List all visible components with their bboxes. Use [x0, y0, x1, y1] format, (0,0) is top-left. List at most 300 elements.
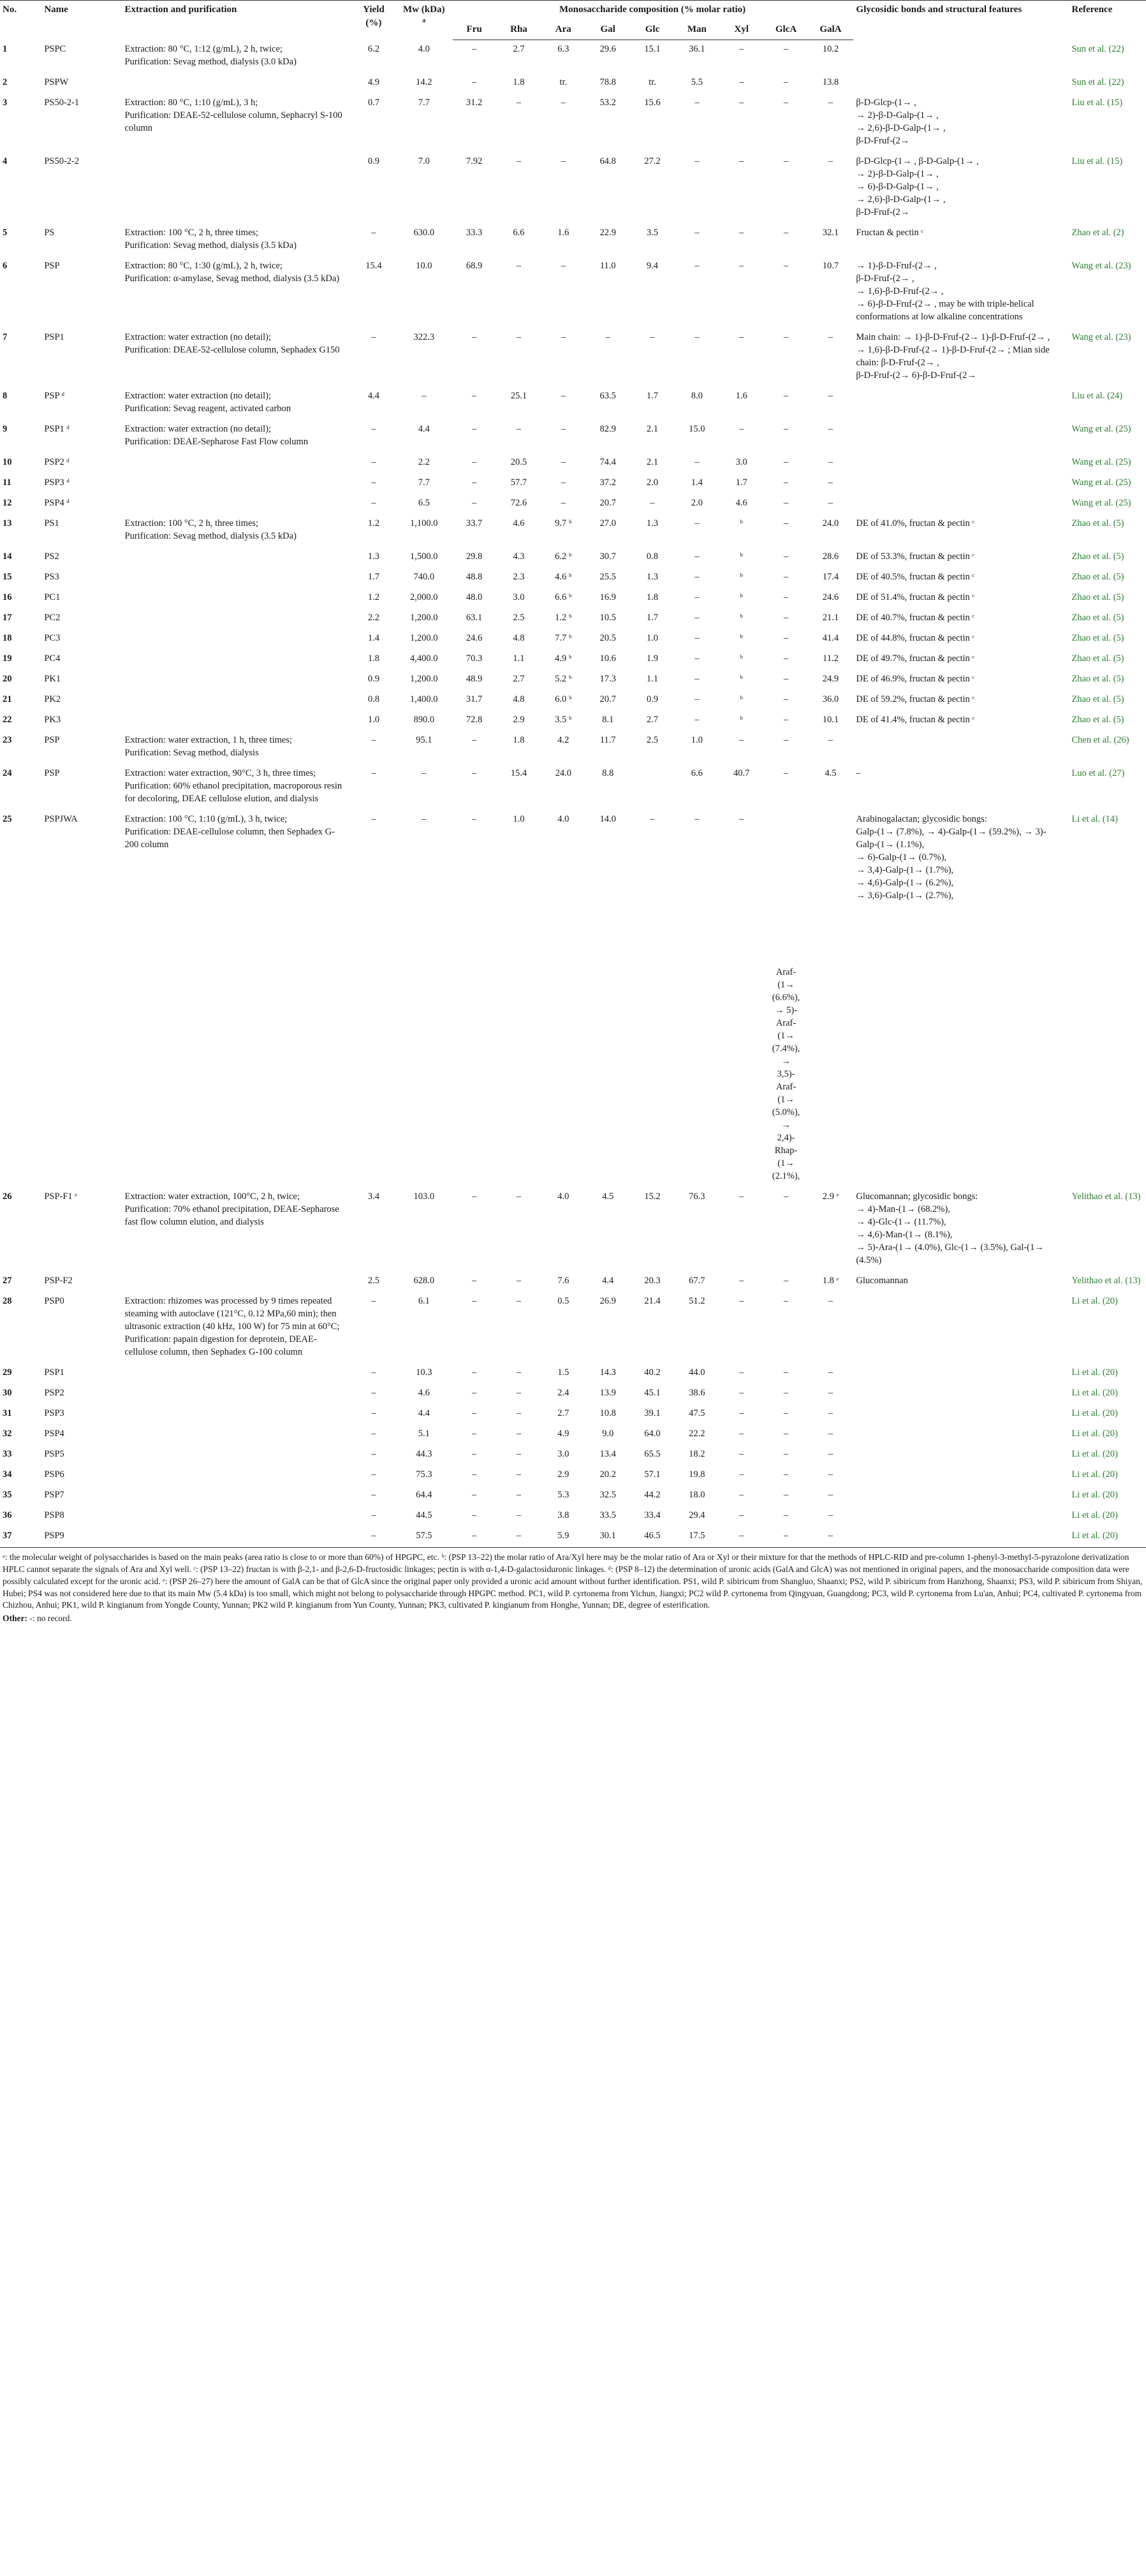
cell-gala: 2.9 ᵉ [822, 1191, 839, 1202]
cell-extraction [122, 629, 352, 650]
cell-glycosidic [853, 1486, 1069, 1506]
cell-mw: 1,200.0 [410, 632, 438, 643]
cell-reference: Zhao et al. (5) [1071, 632, 1124, 643]
cell-rha: – [516, 260, 522, 271]
cell-ara: 5.9 [541, 1527, 586, 1548]
cell-no: 7 [3, 331, 8, 342]
cell-yield: 3.4 [367, 1191, 379, 1202]
cell-reference: Wang et al. (23) [1071, 331, 1131, 342]
cell-rha: – [516, 1275, 522, 1286]
cell-gala: 10.7 [822, 260, 839, 271]
cell-rha: 4.8 [513, 694, 525, 704]
cell-gala: 32.1 [822, 227, 839, 238]
cell-mw: 890.0 [413, 714, 435, 725]
cell-mw: 95.1 [416, 734, 432, 745]
cell-no: 23 [3, 734, 12, 745]
cell-extraction: Extraction: water extraction (no detail); Purification: DEAE-52-cellulose column, Sephadex G150 [124, 331, 340, 355]
cell-gal: 29.6 [599, 44, 616, 55]
cell-glca: – [783, 44, 789, 55]
cell-xyl: – [739, 734, 744, 745]
col-header-gal: Gal [586, 20, 631, 40]
cell-mw: 2,000.0 [410, 592, 438, 602]
cell-xyl: – [739, 1428, 744, 1439]
cell-reference: Luo et al. (27) [1071, 768, 1125, 778]
cell-gal: 8.1 [602, 714, 614, 725]
cell-extraction [122, 1506, 352, 1527]
cell-gal: 4.5 [602, 1191, 614, 1202]
cell-ara: 6.3 [557, 44, 569, 55]
cell-reference: Yelithao et al. (13) [1071, 1191, 1141, 1202]
cell-glc: 1.3 [646, 571, 659, 582]
cell-man: – [694, 156, 700, 166]
col-header-monosaccharide-group: Monosaccharide composition (% molar ratio) [453, 1, 854, 20]
cell-xyl: ᵇ [740, 632, 743, 643]
table-row [0, 40, 1146, 73]
cell-glc: 2.5 [646, 734, 659, 745]
cell-rha: – [497, 1527, 542, 1548]
cell-glca: – [783, 768, 789, 778]
cell-xyl: – [739, 76, 744, 87]
cell-glca: – [783, 714, 789, 725]
cell-name: PS2 [44, 551, 59, 562]
cell-man: – [694, 518, 700, 528]
cell-no: 24 [3, 768, 12, 778]
cell-glca: – [783, 97, 789, 108]
cell-fru: – [471, 1295, 477, 1306]
table-row [0, 224, 1146, 257]
cell-rha: – [516, 1191, 522, 1202]
cell-yield: – [371, 331, 376, 342]
cell-rha: 2.7 [513, 44, 525, 55]
cell-gala: 17.4 [822, 571, 839, 582]
cell-man: – [694, 260, 700, 271]
cell-no: 10 [3, 456, 12, 467]
cell-ara: 2.9 [557, 1469, 569, 1480]
cell-yield: 0.7 [367, 97, 379, 108]
cell-glycosidic [853, 1404, 1069, 1425]
cell-extraction [122, 548, 352, 568]
cell-glycosidic [853, 731, 1069, 764]
cell-fru: 63.1 [466, 612, 483, 623]
cell-glca: – [783, 260, 789, 271]
cell-glycosidic [853, 40, 1069, 73]
cell-ara: – [561, 97, 566, 108]
cell-yield: – [371, 1387, 376, 1398]
col-header-fru: Fru [453, 20, 497, 40]
cell-gal: 14.3 [599, 1367, 616, 1378]
cell-name: PS [44, 227, 55, 238]
cell-name: PSP3 ᵈ [44, 477, 70, 488]
cell-xyl: – [720, 1527, 765, 1548]
cell-fru: – [471, 1489, 477, 1500]
cell-no: 35 [3, 1489, 12, 1500]
cell-mw: 103.0 [413, 1191, 435, 1202]
cell-reference: Liu et al. (24) [1071, 390, 1123, 401]
cell-glc: – [650, 331, 655, 342]
cell-fru: – [471, 1469, 477, 1480]
cell-glc: 27.2 [644, 156, 661, 166]
cell-xyl: – [739, 1295, 744, 1306]
cell-glca: Araf- (1→ (6.6%), → 5)- Araf- (1→ (7.4%), → 3,5)- Araf- (1→ (5.0%), → 2,4)- Rhap- (1→ (2.1%), [772, 966, 800, 1181]
cell-glc: – [650, 497, 655, 508]
cell-fru: – [471, 1275, 477, 1286]
cell-rha: 6.6 [513, 227, 525, 238]
cell-reference: Wang et al. (25) [1071, 456, 1131, 467]
cell-man: – [694, 227, 700, 238]
cell-man: – [694, 612, 700, 623]
cell-gal: 13.9 [599, 1387, 616, 1398]
cell-gal: 20.5 [599, 632, 616, 643]
cell-man: 29.4 [689, 1510, 705, 1520]
cell-glycosidic: DE of 44.8%, fructan & pectin ᶜ [856, 632, 975, 643]
cell-xyl: 40.7 [733, 768, 750, 778]
cell-man: 18.0 [689, 1489, 705, 1500]
cell-glc: 1.7 [646, 390, 659, 401]
cell-gal: 27.0 [599, 518, 616, 528]
cell-gala: 4.5 [825, 768, 837, 778]
cell-extraction [122, 609, 352, 629]
cell-yield: 1.8 [367, 653, 379, 664]
cell-name: PSPJWA [44, 813, 78, 824]
cell-man: – [694, 673, 700, 684]
cell-no: 21 [3, 694, 12, 704]
table-row [0, 764, 1146, 810]
cell-glca: – [783, 1367, 789, 1378]
cell-ara: 2.7 [557, 1408, 569, 1418]
cell-reference: Chen et al. (26) [1071, 734, 1129, 745]
cell-rha: 20.5 [510, 456, 527, 467]
cell-mw: 1,200.0 [410, 612, 438, 623]
cell-ara: – [561, 156, 566, 166]
cell-extraction: Extraction: 80 °C, 1:12 (g/mL), 2 h, twice; Purification: Sevag method, dialysis (3.0 kDa) [124, 43, 297, 67]
cell-glc: 2.7 [646, 714, 659, 725]
cell-gal: 10.6 [599, 653, 616, 664]
cell-xyl: – [739, 156, 744, 166]
cell-man: – [694, 714, 700, 725]
cell-xyl: – [739, 1408, 744, 1418]
cell-yield: – [371, 423, 376, 434]
cell-mw: 1,100.0 [410, 518, 438, 528]
cell-reference: Li et al. (20) [1071, 1387, 1118, 1398]
cell-glc: 1.3 [646, 518, 659, 528]
cell-reference: Sun et al. (22) [1071, 76, 1124, 87]
cell-glycosidic [853, 1466, 1069, 1486]
cell-fru: – [471, 813, 477, 824]
cell-yield: 0.9 [367, 673, 379, 684]
cell-extraction [122, 588, 352, 609]
cell-reference: Zhao et al. (5) [1071, 694, 1124, 704]
cell-glycosidic: – [856, 768, 861, 778]
cell-glycosidic [853, 387, 1069, 420]
cell-gala: – [828, 331, 834, 342]
cell-fru: – [471, 423, 477, 434]
cell-ara: 1.5 [557, 1367, 569, 1378]
cell-glca: – [783, 1275, 789, 1286]
cell-glca: – [783, 156, 789, 166]
cell-mw: 10.0 [416, 260, 432, 271]
cell-reference: Zhao et al. (5) [1071, 571, 1124, 582]
cell-gal: 11.0 [599, 260, 616, 271]
cell-ara: 5.3 [557, 1489, 569, 1500]
cell-gal: 53.2 [599, 97, 616, 108]
cell-name: PS50-2-2 [44, 156, 80, 166]
cell-glc: 20.3 [644, 1275, 661, 1286]
cell-mw: 64.4 [416, 1489, 432, 1500]
cell-mw: 740.0 [413, 571, 435, 582]
cell-name: PS3 [44, 571, 59, 582]
cell-man: 19.8 [689, 1469, 705, 1480]
cell-glycosidic [853, 1425, 1069, 1445]
cell-gala: – [828, 1387, 834, 1398]
cell-ara: – [561, 390, 566, 401]
cell-reference: Zhao et al. (5) [1071, 518, 1124, 528]
col-header-glc: Glc [631, 20, 675, 40]
cell-yield: – [371, 497, 376, 508]
col-header-rha: Rha [497, 20, 542, 40]
cell-extraction [122, 1384, 352, 1404]
cell-ara: 3.8 [557, 1510, 569, 1520]
cell-ara: – [561, 497, 566, 508]
cell-ara: – [561, 477, 566, 488]
cell-glca: – [783, 1469, 789, 1480]
cell-extraction: Extraction: water extraction, 100°C, 2 h, twice; Purification: 70% ethanol precipitation, DEAE-Sepharose fast flow column elution, and dialysis [124, 1191, 339, 1227]
cell-name: PSP ᵈ [44, 390, 65, 401]
cell-no: 15 [3, 571, 12, 582]
cell-man: – [694, 97, 700, 108]
cell-ara: 6.2 ᵇ [555, 551, 572, 562]
cell-glca: – [783, 76, 789, 87]
cell-rha: – [516, 331, 522, 342]
cell-xyl: – [739, 44, 744, 55]
cell-glc: 40.2 [644, 1367, 661, 1378]
cell-man: 2.0 [691, 497, 703, 508]
cell-gal: 20.7 [599, 497, 616, 508]
cell-fru: – [471, 331, 477, 342]
cell-xyl: ᵇ [740, 714, 743, 725]
table-row [0, 387, 1146, 420]
table-row [0, 711, 1146, 731]
cell-glycosidic [853, 1506, 1069, 1527]
cell-xyl: ᵇ [740, 694, 743, 704]
cell-xyl: – [739, 1448, 744, 1459]
cell-glycosidic [853, 1527, 1069, 1548]
cell-mw: 628.0 [413, 1275, 435, 1286]
cell-fru: – [471, 1428, 477, 1439]
cell-rha: 1.0 [513, 813, 525, 824]
cell-xyl: – [739, 331, 744, 342]
table-row [0, 474, 1146, 494]
cell-man: – [694, 331, 700, 342]
cell-ara: 4.0 [557, 1191, 569, 1202]
cell-ara: 4.9 ᵇ [555, 653, 572, 664]
cell-rha: – [516, 97, 522, 108]
cell-ara: 7.7 ᵇ [555, 632, 572, 643]
cell-mw: 4.4 [418, 1408, 430, 1418]
cell-glca: – [783, 1295, 789, 1306]
cell-glycosidic: Main chain: → 1)-β-D-Fruf-(2→ 1)-β-D-Fruf-(2→ , → 1,6)-β-D-Fruf-(2→ 1)-β-D-Fruf-(2→ ; Mian side chain: β-D-Fruf-(2→ , β-D-Fruf-(2→ 6)-β-D-Fruf-(2→ [856, 331, 1050, 381]
cell-gal: 4.4 [602, 1275, 614, 1286]
cell-name: PSP5 [44, 1448, 64, 1459]
cell-no: 13 [3, 518, 12, 528]
cell-glc: 0.9 [646, 694, 659, 704]
col-header-ara: Ara [541, 20, 586, 40]
cell-xyl: ᵇ [740, 612, 743, 623]
table-row [0, 1188, 1146, 1272]
cell-no: 2 [3, 76, 8, 87]
table-row [0, 453, 1146, 474]
cell-yield: – [371, 1367, 376, 1378]
cell-glca: – [783, 1510, 789, 1520]
cell-glca: – [783, 571, 789, 582]
cell-mw: 4.4 [418, 423, 430, 434]
cell-no: 1 [3, 43, 8, 54]
cell-reference: Li et al. (20) [1071, 1428, 1118, 1439]
cell-name: PSP7 [44, 1489, 64, 1500]
cell-no: 3 [3, 97, 8, 108]
cell-no: 11 [3, 477, 11, 488]
col-header-mw-sup: a [422, 17, 426, 24]
cell-glc: – [650, 813, 655, 824]
cell-glc: 15.2 [644, 1191, 661, 1202]
cell-no: 25 [3, 813, 12, 824]
cell-no: 32 [3, 1428, 12, 1439]
table-row [0, 1384, 1146, 1404]
cell-man: 36.1 [689, 44, 705, 55]
cell-gala: – [828, 1489, 834, 1500]
cell-no: 28 [3, 1295, 12, 1306]
cell-xyl: ᵇ [740, 518, 743, 528]
cell-gala: – [828, 497, 834, 508]
cell-mw: 4.0 [418, 43, 430, 54]
cell-yield: 2.5 [367, 1275, 379, 1286]
cell-gala: 11.2 [823, 653, 839, 664]
table-row [0, 1292, 1146, 1364]
cell-fru: – [471, 734, 477, 745]
cell-yield: – [371, 477, 376, 488]
cell-glca: – [783, 734, 789, 745]
cell-glycosidic: DE of 40.7%, fructan & pectin ᶜ [856, 612, 975, 623]
col-header-extraction: Extraction and purification [122, 1, 352, 40]
cell-glc: 1.7 [646, 612, 659, 623]
cell-extraction [122, 670, 352, 690]
cell-gal: 10.8 [599, 1408, 616, 1418]
cell-mw: 2.2 [418, 456, 430, 467]
cell-extraction: Extraction: 80 °C, 1:10 (g/mL), 3 h; Purification: DEAE-52-cellulose column, Sephacryl S-100 column [124, 97, 342, 133]
cell-extraction [122, 1466, 352, 1486]
cell-glc: 57.1 [644, 1469, 661, 1480]
cell-name: PSP2 [44, 1387, 64, 1398]
cell-rha: 1.1 [513, 653, 525, 664]
cell-gal: 11.7 [599, 734, 616, 745]
cell-fru: 24.6 [466, 632, 483, 643]
cell-gala [809, 810, 853, 1188]
cell-extraction: Extraction: 80 °C, 1:30 (g/mL), 2 h, twice; Purification: α-amylase, Sevag method, dialysis (3.5 kDa) [124, 260, 340, 284]
footnote-main: ᵃ: the molecular weight of polysaccharides is based on the main peaks (area ratio is close to or more than 60%) of HPGPC, etc. ᵇ: (PSP 13–22) the molar ratio of Ara/Xyl here may be the molar ratio of Ara or Xyl or their mixture for that the methods of HPLC-RID and pre-column 1-phenyl-3-methyl-5-pyrazolone derivatization HPLC cannot separate the signals of Ara and Xyl well. ᶜ: (PSP 13–22) fructan is with β-2,1- and β-2,6-D-fructosidic linkages; pectin is with α-1,4-D-galactosiduronic linkages. ᵈ: (PSP 8–12) the determination of uronic acids (GalA and GlcA) was not mentioned in original papers, and the monosaccharide composition data were possibly calculated except for the uronic acid. ᵉ: (PSP 26–27) here the amount of GalA can be that of GlcA since the original paper only provided a uronic acid amount without further identification. PS1, wild P. sibiricum from Shangluo, Shaanxi; PS2, wild P. sibiricum from Hanzhong, Shaanxi; PS3, wild P. sibiricum from Shiyan, Hubei; PS4 was not considered here due to that its main Mw (5.4 kDa) is too small, which might not belong to polysaccharide through HPGPC method. PC1, wild P. cyrtonema from Yichun, Jiangxi; PC2 wild P. cyrtonema from Qingyuan, Guangdong; PC3, wild P. cyrtonema from Lu'an, Anhui; PC4, cultivated P. cyrtonema from Chizhou, Anhui; PK1, wild P. kingianum from Yongde County, Yunnan; PK2 wild P. kingianum from Yun County, Yunnan; PK3, cultivated P. kingianum from Honghe, Yunnan; DE, degree of esterification. [3, 1552, 1143, 1610]
cell-glc: tr. [649, 76, 656, 87]
cell-man: 8.0 [691, 390, 703, 401]
cell-name: PS50-2-1 [44, 97, 80, 108]
cell-no: 14 [3, 551, 12, 562]
table-row [0, 548, 1146, 568]
cell-yield: 1.3 [367, 551, 379, 562]
cell-no: 20 [3, 673, 12, 684]
cell-gala: – [828, 734, 834, 745]
cell-rha: – [516, 1510, 522, 1520]
cell-reference: Wang et al. (25) [1071, 477, 1131, 488]
table-row [0, 1486, 1146, 1506]
cell-glycosidic [853, 1292, 1069, 1364]
cell-fru: 31.7 [466, 694, 483, 704]
cell-rha: – [516, 1448, 522, 1459]
cell-gal: 20.2 [599, 1469, 616, 1480]
cell-fru: – [471, 477, 477, 488]
cell-yield: 6.2 [367, 43, 379, 54]
cell-name: PSP [44, 768, 60, 778]
cell-extraction: Extraction: rhizomes was processed by 9 times repeated steaming with autoclave (121°C, 0.12 MPa,60 min); then ultrasonic extraction (40 kHz, 100 W) for 75 min at 60°C; Purification: papain digestion for deprotein, DEAE-cellulose column, then Sephadex G-100 column [124, 1295, 340, 1357]
cell-gala: – [828, 1469, 834, 1480]
cell-extraction [122, 152, 352, 224]
cell-extraction [122, 1445, 352, 1466]
cell-yield: 1.2 [367, 518, 379, 528]
cell-gal: 22.9 [599, 227, 616, 238]
footnote-other-label: Other: [3, 1613, 27, 1624]
cell-extraction [122, 1272, 352, 1292]
cell-glc: 3.5 [646, 227, 659, 238]
cell-mw: 75.3 [416, 1469, 432, 1480]
cell-man: 76.3 [689, 1191, 705, 1202]
cell-fru: – [471, 44, 477, 55]
cell-glc: 1.9 [646, 653, 659, 664]
cell-glca: – [783, 1428, 789, 1439]
cell-reference: Wang et al. (23) [1071, 260, 1131, 271]
cell-man: 1.0 [691, 734, 703, 745]
cell-mw: 1,200.0 [410, 673, 438, 684]
cell-rha: 4.8 [513, 632, 525, 643]
cell-man: 22.2 [689, 1428, 705, 1439]
cell-gala: – [828, 1367, 834, 1378]
cell-ara: 7.6 [557, 1275, 569, 1286]
cell-ara: – [561, 456, 566, 467]
table-footnotes [0, 1548, 1146, 1629]
cell-glca: – [783, 477, 789, 488]
cell-gala: – [828, 1408, 834, 1418]
cell-xyl: 1.7 [735, 477, 747, 488]
cell-no: 6 [3, 260, 8, 271]
table-row [0, 1527, 1146, 1548]
cell-gal: 10.5 [599, 612, 616, 623]
cell-man: 44.0 [689, 1367, 705, 1378]
cell-extraction: Extraction: 100 °C, 2 h, three times; Purification: Sevag method, dialysis (3.5 kDa) [124, 518, 297, 541]
cell-fru: 48.9 [466, 673, 483, 684]
cell-rha: 15.4 [510, 768, 527, 778]
cell-man: – [694, 653, 700, 664]
cell-xyl: ᵇ [740, 653, 743, 664]
cell-xyl: – [739, 1191, 744, 1202]
cell-glca: – [783, 456, 789, 467]
table-row [0, 588, 1146, 609]
cell-yield: 4.9 [367, 76, 379, 87]
cell-gala: 24.0 [822, 518, 839, 528]
cell-gala: 41.4 [822, 632, 839, 643]
table-body [0, 40, 1146, 1548]
cell-fru: 48.8 [466, 571, 483, 582]
cell-no: 29 [3, 1367, 12, 1378]
cell-reference: Sun et al. (22) [1071, 43, 1124, 54]
cell-glca: – [783, 497, 789, 508]
cell-glycosidic [853, 1364, 1069, 1384]
cell-reference: Li et al. (14) [1071, 813, 1118, 824]
cell-rha: 2.7 [513, 673, 525, 684]
